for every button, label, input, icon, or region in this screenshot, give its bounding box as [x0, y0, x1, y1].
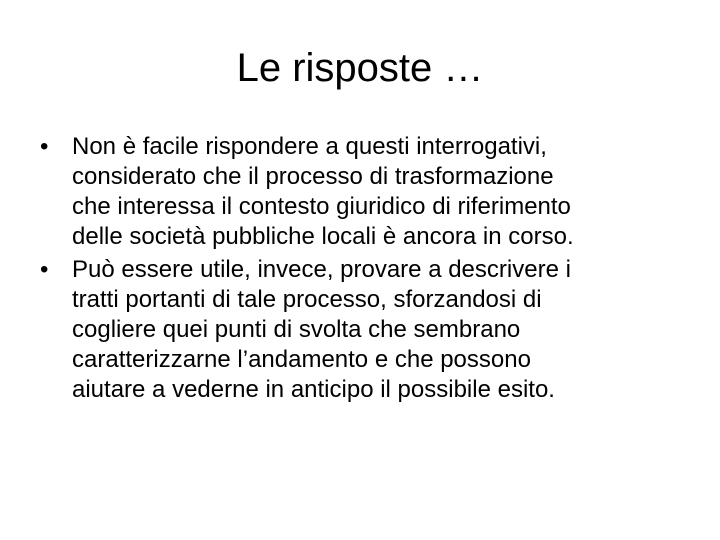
bullet-text-line: aiutare a vederne in anticipo il possibile esito. [72, 376, 555, 403]
bullet-text-line: Non è facile rispondere a questi interrogativi, [72, 133, 547, 160]
bullet-text-line: Può essere utile, invece, provare a descrivere i [72, 256, 571, 283]
bullet-marker: • [40, 256, 49, 283]
bullet-item-1 [40, 132, 690, 252]
bullet-text-line: considerato che il processo di trasformazione [72, 163, 554, 190]
bullet-list [40, 132, 690, 408]
bullet-text-line: caratterizzarne l’andamento e che possono [72, 346, 531, 373]
bullet-item-2 [40, 255, 690, 405]
bullet-text-line: cogliere quei punti di svolta che sembrano [72, 316, 521, 343]
slide-title: Le risposte … [236, 46, 484, 90]
bullet-text-line: delle società pubbliche locali è ancora in corso. [72, 223, 574, 250]
bullet-marker: • [40, 133, 49, 160]
bullet-text-line: che interessa il contesto giuridico di riferimento [72, 193, 571, 220]
bullet-text-line: tratti portanti di tale processo, sforzandosi di [72, 286, 542, 313]
